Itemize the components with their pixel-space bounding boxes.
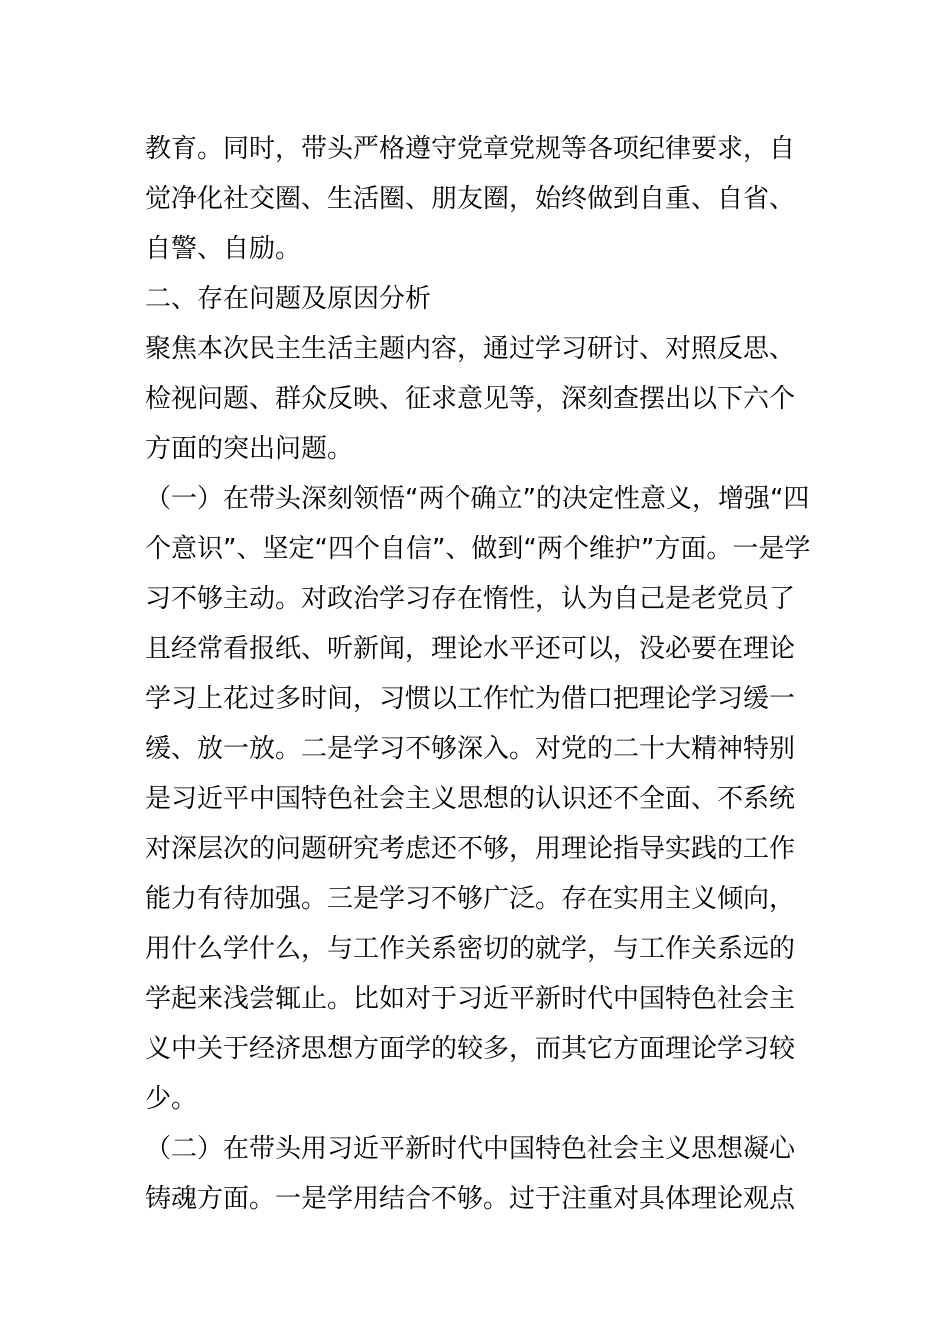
document-body — [145, 124, 810, 1224]
text-line: 缓、放一放。二是学习不够深入。对党的二十大精神特别 — [145, 734, 796, 764]
text-line: 能力有待加强。三是学习不够广泛。存在实用主义倾向， — [145, 884, 796, 914]
text-line: 学起来浅尝辄止。比如对于习近平新时代中国特色社会主 — [145, 984, 796, 1014]
text-line: 用什么学什么，与工作关系密切的就学，与工作关系远的 — [145, 934, 796, 964]
text-line: 义中关于经济思想方面学的较多，而其它方面理论学习较 — [145, 1034, 796, 1064]
text-line: 觉净化社交圈、生活圈、朋友圈，始终做到自重、自省、 — [145, 184, 796, 214]
text-line: 检视问题、群众反映、征求意见等，深刻查摆出以下六个 — [145, 384, 796, 414]
text-line: 聚焦本次民主生活主题内容，通过学习研讨、对照反思、 — [145, 334, 796, 364]
text-line: （一）在带头深刻领悟“两个确立”的决定性意义，增强“四 — [145, 484, 810, 514]
text-line: 习不够主动。对政治学习存在惰性，认为自己是老党员了 — [145, 584, 796, 614]
text-line: （二）在带头用习近平新时代中国特色社会主义思想凝心 — [145, 1134, 796, 1164]
text-line: 且经常看报纸、听新闻，理论水平还可以，没必要在理论 — [145, 634, 796, 664]
text-line: 方面的突出问题。 — [145, 434, 354, 464]
text-line: 自警、自励。 — [145, 234, 302, 264]
text-line: 对深层次的问题研究考虑还不够，用理论指导实践的工作 — [145, 834, 796, 864]
text-line: 学习上花过多时间，习惯以工作忙为借口把理论学习缓一 — [145, 684, 796, 714]
section-heading: 二、存在问题及原因分析 — [145, 284, 432, 314]
text-line: 个意识”、坚定“四个自信”、做到“两个维护”方面。一是学 — [145, 534, 810, 564]
text-line: 教育。同时，带头严格遵守党章党规等各项纪律要求，自 — [145, 134, 796, 164]
text-line: 少。 — [145, 1084, 198, 1114]
text-line: 铸魂方面。一是学用结合不够。过于注重对具体理论观点 — [145, 1184, 796, 1214]
text-line: 是习近平中国特色社会主义思想的认识还不全面、不系统 — [145, 784, 796, 814]
